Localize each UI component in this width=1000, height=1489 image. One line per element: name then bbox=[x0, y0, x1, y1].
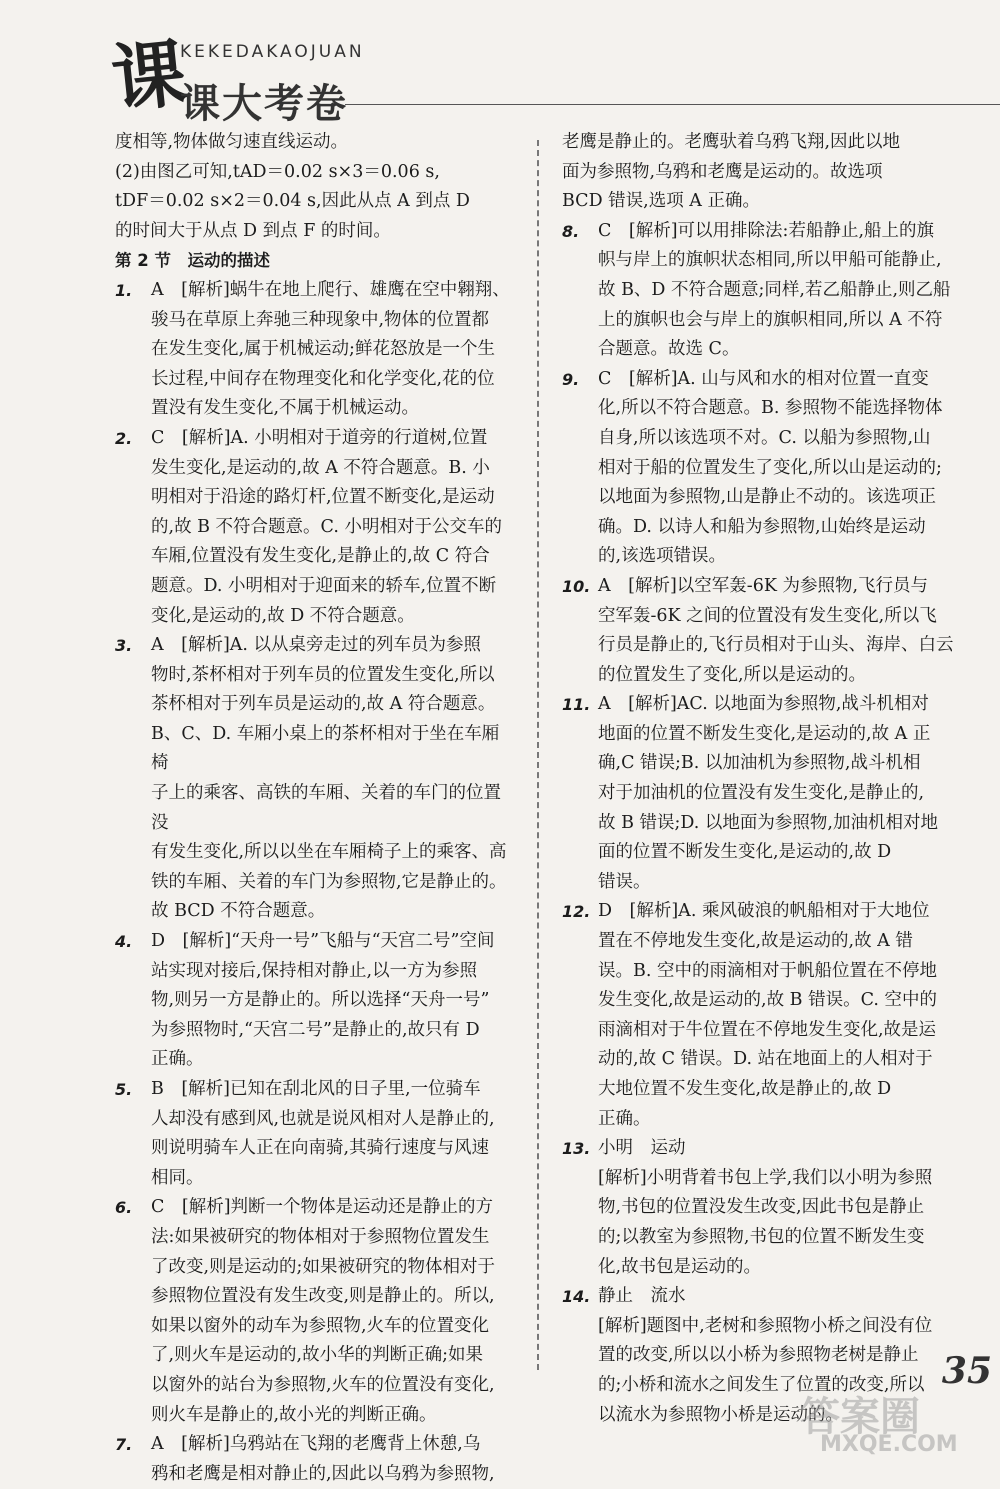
answer-line: 大地位置不发生变化,故是静止的,故 D bbox=[598, 1079, 892, 1099]
answer-line: 故 B、D 不符合题意;同样,若乙船静止,则乙船 bbox=[598, 279, 951, 300]
answer-line: 置没有发生变化,不属于机械运动。 bbox=[151, 398, 420, 419]
intro-block bbox=[115, 128, 515, 246]
answer-line: 误。B. 空中的雨滴相对于帆船位置在不停地 bbox=[598, 960, 937, 981]
answer-line: 故 B 错误;D. 以地面为参照物,加油机相对地 bbox=[598, 812, 938, 833]
answer-line: 发生变化,故是运动的,故 B 错误。C. 空中的 bbox=[598, 990, 938, 1011]
answer-item bbox=[115, 1430, 515, 1489]
answer-line: 的,该选项错误。 bbox=[598, 546, 727, 567]
answer-line: 明相对于沿途的路灯杆,位置不断变化,是运动 bbox=[151, 487, 495, 508]
answer-item bbox=[115, 1193, 515, 1430]
answer-list-right bbox=[562, 217, 962, 1430]
answer-item bbox=[562, 1134, 962, 1164]
answer-line: 了,则火车是运动的,故小华的判断正确;如果 bbox=[151, 1345, 484, 1366]
answer-item bbox=[115, 927, 515, 1075]
answer-line: 雨滴相对于牛位置在不停地发生变化,故是运 bbox=[598, 1019, 937, 1040]
header-rule bbox=[345, 104, 1000, 105]
answer-line: 在发生变化,属于机械运动;鲜花怒放是一个生 bbox=[151, 339, 495, 360]
item-number: 9. bbox=[562, 369, 580, 389]
answer-line: 正确。 bbox=[598, 1108, 651, 1129]
answer-list-left bbox=[115, 276, 515, 1489]
page-number: 35 bbox=[941, 1350, 992, 1392]
explanation-line: 的;小桥和流水之间发生了位置的改变,所以 bbox=[598, 1374, 925, 1395]
answer-line: 的位置发生了变化,所以是运动的。 bbox=[598, 664, 867, 685]
answer-line: 站实现对接后,保持相对静止,以一方为参照 bbox=[151, 960, 478, 981]
answer-line: 确,C 错误;B. 以加油机为参照物,战斗机相 bbox=[598, 753, 921, 774]
text-line: 的时间大于从点 D 到点 F 的时间。 bbox=[115, 220, 391, 241]
item-number: 13. bbox=[562, 1139, 591, 1159]
left-column bbox=[115, 128, 515, 1489]
answer-item bbox=[562, 1282, 962, 1312]
answer-line: 相对于船的位置发生了变化,所以山是运动的; bbox=[598, 457, 942, 478]
answer-line: 的,故 B 不符合题意。C. 小明相对于公交车的 bbox=[151, 516, 502, 537]
answer-line: 动的,故 C 错误。D. 站在地面上的人相对于 bbox=[598, 1049, 933, 1070]
answer-line: 鸦和老鹰是相对静止的,因此以乌鸦为参照物, bbox=[151, 1463, 495, 1484]
page-header bbox=[0, 0, 1000, 135]
explanation-line: [解析]小明背着书包上学,我们以小明为参照 bbox=[598, 1167, 933, 1188]
section-title: 第 2 节 运动的描述 bbox=[115, 251, 270, 271]
answer-line: 物,则另一方是静止的。所以选择“天舟一号” bbox=[151, 990, 490, 1011]
logo-title: 课大考卷 bbox=[180, 81, 348, 127]
answer-line: 有发生变化,所以以坐在车厢椅子上的乘客、高 bbox=[151, 842, 507, 863]
answer-line: 置在不停地发生变化,故是运动的,故 A 错 bbox=[598, 931, 913, 952]
answer-line: 长过程,中间存在物理变化和化学变化,花的位 bbox=[151, 368, 495, 389]
explanation-line: [解析]题图中,老树和参照物小桥之间没有位 bbox=[598, 1315, 933, 1336]
answer-line: 相同。 bbox=[151, 1167, 204, 1188]
answer-line: 为参照物时,“天宫二号”是静止的,故只有 D bbox=[151, 1019, 480, 1040]
answer-line: 小明 运动 bbox=[598, 1138, 686, 1159]
answer-item bbox=[562, 897, 962, 1134]
item-number: 4. bbox=[115, 932, 133, 952]
answer-line: 物时,茶杯相对于列车员的位置发生变化,所以 bbox=[151, 664, 495, 685]
explanation-line: 的;以教室为参照物,书包的位置不断发生变 bbox=[598, 1226, 925, 1247]
answer-line: A [解析]AC. 以地面为参照物,战斗机相对 bbox=[598, 694, 929, 715]
column-divider bbox=[537, 140, 539, 1370]
answer-line: 变化,是运动的,故 D 不符合题意。 bbox=[151, 605, 415, 626]
answer-line: 化,所以不符合题意。B. 参照物不能选择物体 bbox=[598, 398, 943, 419]
answer-item bbox=[562, 365, 962, 572]
answer-line: C [解析]判断一个物体是运动还是静止的方 bbox=[151, 1197, 494, 1218]
text-line: 老鹰是静止的。老鹰驮着乌鸦飞翔,因此以地 bbox=[562, 132, 901, 152]
answer-line: 茶杯相对于列车员是运动的,故 A 符合题意。 bbox=[151, 694, 496, 715]
answer-line: 则说明骑车人正在向南骑,其骑行速度与风速 bbox=[151, 1138, 490, 1159]
answer-line: C [解析]可以用排除法:若船静止,船上的旗 bbox=[598, 220, 935, 241]
answer-line: 帜与岸上的旗帜状态相同,所以甲船可能静止, bbox=[598, 250, 942, 271]
answer-line: A [解析]A. 以从桌旁走过的列车员为参照 bbox=[151, 635, 482, 656]
explanation-line: 化,故书包是运动的。 bbox=[598, 1256, 762, 1277]
answer-line: 确。D. 以诗人和船为参照物,山始终是运动 bbox=[598, 516, 926, 537]
answer-line: 合题意。故选 C。 bbox=[598, 339, 740, 360]
item-number: 6. bbox=[115, 1198, 133, 1218]
answer-line: 正确。 bbox=[151, 1049, 204, 1070]
answer-line: 铁的车厢、关着的车门为参照物,它是静止的。 bbox=[151, 871, 507, 892]
item-number: 1. bbox=[115, 280, 133, 300]
text-line: BCD 错误,选项 A 正确。 bbox=[562, 191, 760, 212]
explanation-line: 物,书包的位置没发生改变,因此书包是静止 bbox=[598, 1197, 925, 1218]
answer-line: 对于加油机的位置没有发生变化,是静止的, bbox=[598, 783, 925, 804]
answer-item bbox=[115, 276, 515, 424]
answer-line: 题意。D. 小明相对于迎面来的轿车,位置不断 bbox=[151, 575, 497, 596]
continuation-block bbox=[562, 128, 962, 217]
answer-line: 法:如果被研究的物体相对于参照物位置发生 bbox=[151, 1226, 490, 1247]
watermark-url: MXQE.COM bbox=[820, 1432, 958, 1457]
answer-line: B [解析]已知在刮北风的日子里,一位骑车 bbox=[151, 1079, 481, 1099]
answer-line: C [解析]A. 山与风和水的相对位置一直变 bbox=[598, 368, 929, 389]
item-number: 10. bbox=[562, 576, 591, 596]
answer-line: 空军轰-6K 之间的位置没有发生变化,所以飞 bbox=[598, 605, 937, 626]
text-line: (2)由图乙可知,tAD＝0.02 s×3＝0.06 s, bbox=[115, 161, 440, 182]
answer-line: 发生变化,是运动的,故 A 不符合题意。B. 小 bbox=[151, 457, 490, 478]
answer-line: 故 BCD 不符合题意。 bbox=[151, 901, 326, 922]
watermark-logo: 答案圈 bbox=[800, 1394, 920, 1440]
answer-line: 面的位置不断发生变化,是运动的,故 D bbox=[598, 842, 892, 863]
text-line: 度相等,物体做匀速直线运动。 bbox=[115, 132, 349, 152]
answer-line: C [解析]A. 小明相对于道旁的行道树,位置 bbox=[151, 427, 488, 448]
answer-line: 静止 流水 bbox=[598, 1286, 686, 1307]
answer-line: B、C、D. 车厢小桌上的茶杯相对于坐在车厢椅 bbox=[151, 723, 500, 774]
explanation-line: 以流水为参照物小桥是运动的。 bbox=[598, 1404, 843, 1425]
item-number: 14. bbox=[562, 1287, 591, 1307]
answer-line: 上的旗帜也会与岸上的旗帜相同,所以 A 不符 bbox=[598, 309, 943, 330]
answer-line: 人却没有感到风,也就是说风相对人是静止的, bbox=[151, 1108, 495, 1129]
logo-mark: 课 bbox=[107, 30, 191, 124]
answer-item bbox=[562, 572, 962, 690]
answer-line: 了改变,则是运动的;如果被研究的物体相对于 bbox=[151, 1256, 495, 1277]
item-number: 3. bbox=[115, 636, 133, 656]
item-number: 8. bbox=[562, 221, 580, 241]
text-line: 面为参照物,乌鸦和老鹰是运动的。故选项 bbox=[562, 161, 883, 182]
answer-item bbox=[115, 631, 515, 927]
answer-line: 自身,所以该选项不对。C. 以船为参照物,山 bbox=[598, 427, 931, 448]
answer-line: 子上的乘客、高铁的车厢、关着的车门的位置没 bbox=[151, 783, 501, 833]
item-number: 5. bbox=[115, 1080, 133, 1099]
answer-line: 参照物位置没有发生改变,则是静止的。所以, bbox=[151, 1286, 495, 1307]
answer-line: 骏马在草原上奔驰三种现象中,物体的位置都 bbox=[151, 309, 490, 330]
answer-item bbox=[115, 1075, 515, 1193]
answer-line: 错误。 bbox=[598, 871, 651, 892]
explanation-line: 置的改变,所以以小桥为参照物老树是静止 bbox=[598, 1345, 919, 1366]
item-number: 11. bbox=[562, 695, 591, 715]
answer-line: 地面的位置不断发生变化,是运动的,故 A 正 bbox=[598, 723, 931, 744]
answer-line: D [解析]A. 乘风破浪的帆船相对于大地位 bbox=[598, 901, 930, 922]
item-number: 12. bbox=[562, 902, 591, 922]
answer-line: 行员是静止的,飞行员相对于山头、海岸、白云 bbox=[598, 635, 954, 656]
answer-item bbox=[562, 217, 962, 365]
answer-line: A [解析]乌鸦站在飞翔的老鹰背上休憩,乌 bbox=[151, 1434, 481, 1455]
answer-line: 则火车是静止的,故小光的判断正确。 bbox=[151, 1404, 437, 1425]
answer-item bbox=[115, 424, 515, 631]
answer-line: A [解析]以空军轰-6K 为参照物,飞行员与 bbox=[598, 575, 929, 596]
answer-line: 如果以窗外的动车为参照物,火车的位置变化 bbox=[151, 1315, 490, 1336]
item-number: 7. bbox=[115, 1435, 133, 1455]
answer-line: A [解析]蜗牛在地上爬行、雄鹰在空中翱翔、 bbox=[151, 279, 510, 300]
answer-line: 以窗外的站台为参照物,火车的位置没有变化, bbox=[151, 1374, 495, 1395]
answer-line: D [解析]“天舟一号”飞船与“天宫二号”空间 bbox=[151, 931, 495, 952]
text-line: tDF＝0.02 s×2＝0.04 s,因此从点 A 到点 D bbox=[115, 191, 470, 212]
right-column bbox=[562, 128, 962, 1430]
item-number: 2. bbox=[115, 428, 133, 448]
answer-item bbox=[562, 690, 962, 897]
answer-line: 车厢,位置没有发生变化,是静止的,故 C 符合 bbox=[151, 546, 490, 567]
answer-line: 以地面为参照物,山是静止不动的。该选项正 bbox=[598, 487, 937, 508]
logo-latin-text: KEKEDAKAOJUAN bbox=[180, 42, 365, 62]
